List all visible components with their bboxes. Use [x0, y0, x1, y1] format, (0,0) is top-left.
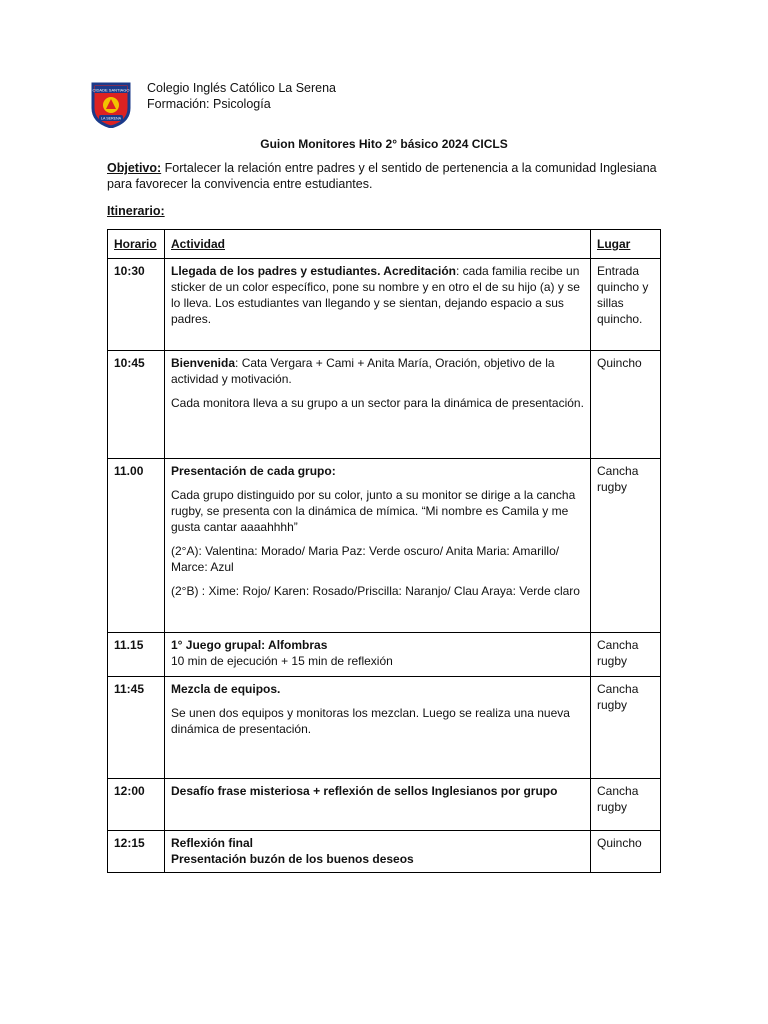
- row-time: 12:00: [108, 779, 165, 831]
- row-place: Cancha rugby: [591, 779, 661, 831]
- row-activity: Presentación de cada grupo: Cada grupo distinguido por su color, junto a su monitor se dirige a la cancha rugby, se presenta con la dinámica de mímica. “Mi nombre es Camila y me gusta cantar aaaahhhh” (2°A): Valentina: Morado/ Maria Paz: Verde oscuro/ Anita Maria: Amarillo/ Marce: Azul (2°B) : Xime: Rojo/ Karen: Rosado/Priscilla: Naranjo/ Clau Araya: Verde claro: [165, 459, 591, 633]
- header-lugar: Lugar: [591, 230, 661, 259]
- table-row: [108, 633, 661, 677]
- table-header-row: [108, 230, 661, 259]
- row-time: 10:45: [108, 351, 165, 459]
- row-activity: Bienvenida: Cata Vergara + Cami + Anita María, Oración, objetivo de la actividad y motivación. Cada monitora lleva a su grupo a un sector para la dinámica de presentación.: [165, 351, 591, 459]
- row-place: Quincho: [591, 831, 661, 873]
- school-header: [147, 80, 336, 112]
- row-activity: Llegada de los padres y estudiantes. Acreditación: cada familia recibe un sticker de un color específico, pone su nombre y en otro el de su hijo (a) y se lo lleva. Los estudiantes van llegando y se sientan, dejando espacio a sus padres.: [165, 259, 591, 351]
- objective-label: Objetivo:: [107, 161, 162, 175]
- row-time: 12:15: [108, 831, 165, 873]
- table-row: [108, 677, 661, 779]
- row-time: 11.00: [108, 459, 165, 633]
- objective: [107, 160, 667, 192]
- row-activity: Reflexión final Presentación buzón de los buenos deseos: [165, 831, 591, 873]
- row-time: 11:45: [108, 677, 165, 779]
- table-row: [108, 831, 661, 873]
- logo-text-bottom: LA SERENA: [101, 116, 121, 121]
- row-activity: 1° Juego grupal: Alfombras 10 min de ejecución + 15 min de reflexión: [165, 633, 591, 677]
- table-row: [108, 779, 661, 831]
- row-place: Cancha rugby: [591, 633, 661, 677]
- school-name: Colegio Inglés Católico La Serena: [147, 81, 337, 95]
- header-actividad: Actividad: [165, 230, 591, 259]
- table-row: [108, 459, 661, 633]
- row-time: 10:30: [108, 259, 165, 351]
- row-place: Entrada quincho y sillas quincho.: [591, 259, 661, 351]
- department: Formación: Psicología: [147, 97, 271, 111]
- itinerary-label: Itinerario:: [107, 204, 165, 218]
- document-title: Guion Monitores Hito 2° básico 2024 CICLS: [260, 137, 508, 151]
- logo-text-top: CIDADE SANTIAGO: [92, 87, 130, 93]
- row-place: Cancha rugby: [591, 459, 661, 633]
- header-horario: Horario: [108, 230, 165, 259]
- school-logo: [91, 82, 131, 128]
- row-place: Cancha rugby: [591, 677, 661, 779]
- row-time: 11.15: [108, 633, 165, 677]
- row-activity: Desafío frase misteriosa + reflexión de sellos Inglesianos por grupo: [165, 779, 591, 831]
- objective-text: Fortalecer la relación entre padres y el sentido de pertenencia a la comunidad Inglesiana para favorecer la convivencia entre estudiantes.: [107, 161, 657, 191]
- table-row: [108, 351, 661, 459]
- row-place: Quincho: [591, 351, 661, 459]
- table-row: [108, 259, 661, 351]
- row-activity: Mezcla de equipos. Se unen dos equipos y monitoras los mezclan. Luego se realiza una nueva dinámica de presentación.: [165, 677, 591, 779]
- itinerary-table: [107, 229, 661, 873]
